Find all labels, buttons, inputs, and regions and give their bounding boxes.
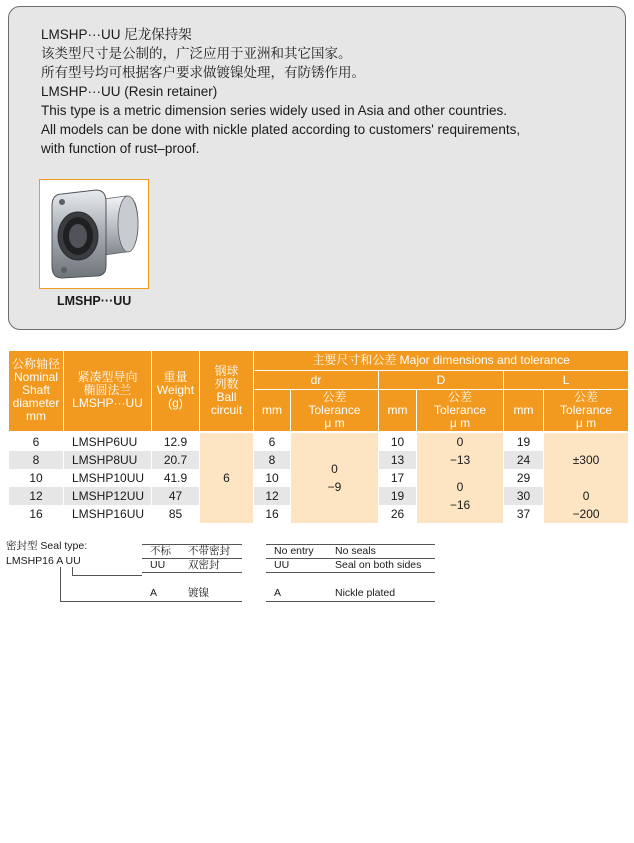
cell-L: 24 [504, 451, 544, 469]
intro-line-cn-1: 该类型尺寸是公制的，广泛应用于亚洲和其它国家。 [41, 46, 352, 61]
cell-D: 10 [379, 432, 417, 451]
cell-L: 19 [504, 432, 544, 451]
flanged-bearing-image [40, 180, 147, 287]
seal-en-code-a: A [274, 587, 282, 599]
seal-cn-desc-a: 镀镍 [188, 587, 209, 599]
cell-L: 37 [504, 505, 544, 523]
cell-L-tolerance-a: ±300 [544, 432, 629, 487]
header-dr-tolerance: 公差 Tolerance μ m [291, 390, 379, 432]
cell-shaft: 12 [9, 487, 64, 505]
seal-cn-code-a: A [150, 587, 158, 599]
cell-D: 13 [379, 451, 417, 469]
cell-shaft: 16 [9, 505, 64, 523]
seal-en-desc-uu: Seal on both sides [335, 559, 422, 571]
seal-en-code-noentry: No entry [274, 545, 314, 557]
header-dr-mm: mm [254, 390, 291, 432]
seal-model-code: LMSHP16 A UU [6, 555, 81, 567]
header-major-dimensions: 主要尺寸和公差 Major dimensions and tolerance [254, 351, 629, 371]
cell-dr: 6 [254, 432, 291, 451]
leader-a-horizontal [60, 601, 242, 602]
header-shaft-diameter: 公称轴径 Nominal Shaft diameter mm [9, 351, 64, 432]
cell-model: LMSHP12UU [64, 487, 152, 505]
dimension-table [8, 350, 629, 523]
cell-weight: 20.7 [152, 451, 200, 469]
cell-dr: 16 [254, 505, 291, 523]
intro-line-en-title: LMSHP···UU (Resin retainer) [41, 84, 218, 99]
leader-uu-vertical [72, 567, 73, 575]
leader-uu-horizontal [72, 575, 142, 576]
photo-caption: LMSHP···UU [57, 294, 132, 308]
cell-D: 26 [379, 505, 417, 523]
cell-dr: 12 [254, 487, 291, 505]
cell-model: LMSHP6UU [64, 432, 152, 451]
intro-text [41, 25, 520, 158]
seal-en-code-uu: UU [274, 559, 290, 571]
cell-shaft: 8 [9, 451, 64, 469]
intro-line-cn-title: LMSHP···UU 尼龙保持架 [41, 27, 192, 42]
cell-D-tolerance-b: 0 −16 [417, 469, 504, 523]
seal-en-desc-noentry: No seals [335, 545, 376, 557]
cell-dr: 8 [254, 451, 291, 469]
intro-line-en-2: All models can be done with nickle plated according to customers' requirements, [41, 122, 521, 137]
cell-model: LMSHP8UU [64, 451, 152, 469]
cell-D-tolerance-a: 0 −13 [417, 432, 504, 469]
cell-L: 30 [504, 487, 544, 505]
intro-line-en-3: with function of rust–proof. [41, 141, 200, 156]
seal-type-section [0, 536, 634, 616]
seal-title: 密封型 Seal type: [6, 540, 88, 552]
seal-cn-code-uu: UU [150, 559, 166, 571]
cell-ball-circuit: 6 [200, 432, 254, 523]
header-dr: dr [254, 371, 379, 390]
seal-cn-rule-bottom [142, 572, 242, 573]
cell-D: 17 [379, 469, 417, 487]
intro-line-en-1: This type is a metric dimension series widely used in Asia and other countries. [41, 103, 507, 118]
cell-dr-tolerance: 0 −9 [291, 432, 379, 523]
cell-weight: 47 [152, 487, 200, 505]
header-weight: 重量 Weight (g) [152, 351, 200, 432]
cell-weight: 12.9 [152, 432, 200, 451]
cell-L: 29 [504, 469, 544, 487]
seal-en-desc-a: Nickle plated [335, 587, 396, 599]
header-D-mm: mm [379, 390, 417, 432]
leader-a-vertical [60, 567, 61, 601]
header-L-tolerance: 公差 Tolerance μ m [544, 390, 629, 432]
header-D-tolerance: 公差 Tolerance μ m [417, 390, 504, 432]
cell-D: 19 [379, 487, 417, 505]
intro-line-cn-2: 所有型号均可根据客户要求做镀镍处理，有防锈作用。 [41, 65, 365, 80]
cell-model: LMSHP16UU [64, 505, 152, 523]
seal-cn-desc-noentry: 不带密封 [188, 545, 230, 557]
cell-shaft: 6 [9, 432, 64, 451]
seal-en-rule-bottom [266, 572, 435, 573]
header-L: L [504, 371, 629, 390]
header-model: 紧凑型导向 椭圆法兰 LMSHP···UU [64, 351, 152, 432]
cell-weight: 85 [152, 505, 200, 523]
header-L-mm: mm [504, 390, 544, 432]
cell-dr: 10 [254, 469, 291, 487]
header-ball-circuit: 钢球 列数 Ball circuit [200, 351, 254, 432]
intro-panel [8, 6, 626, 330]
seal-en-rule-final [266, 601, 435, 602]
header-D: D [379, 371, 504, 390]
seal-cn-code-noentry: 不标 [150, 545, 171, 557]
cell-weight: 41.9 [152, 469, 200, 487]
seal-cn-desc-uu: 双密封 [188, 559, 220, 571]
cell-model: LMSHP10UU [64, 469, 152, 487]
table-row [9, 432, 629, 451]
cell-shaft: 10 [9, 469, 64, 487]
cell-L-tolerance-b: 0 −200 [544, 487, 629, 523]
product-photo [39, 179, 149, 289]
